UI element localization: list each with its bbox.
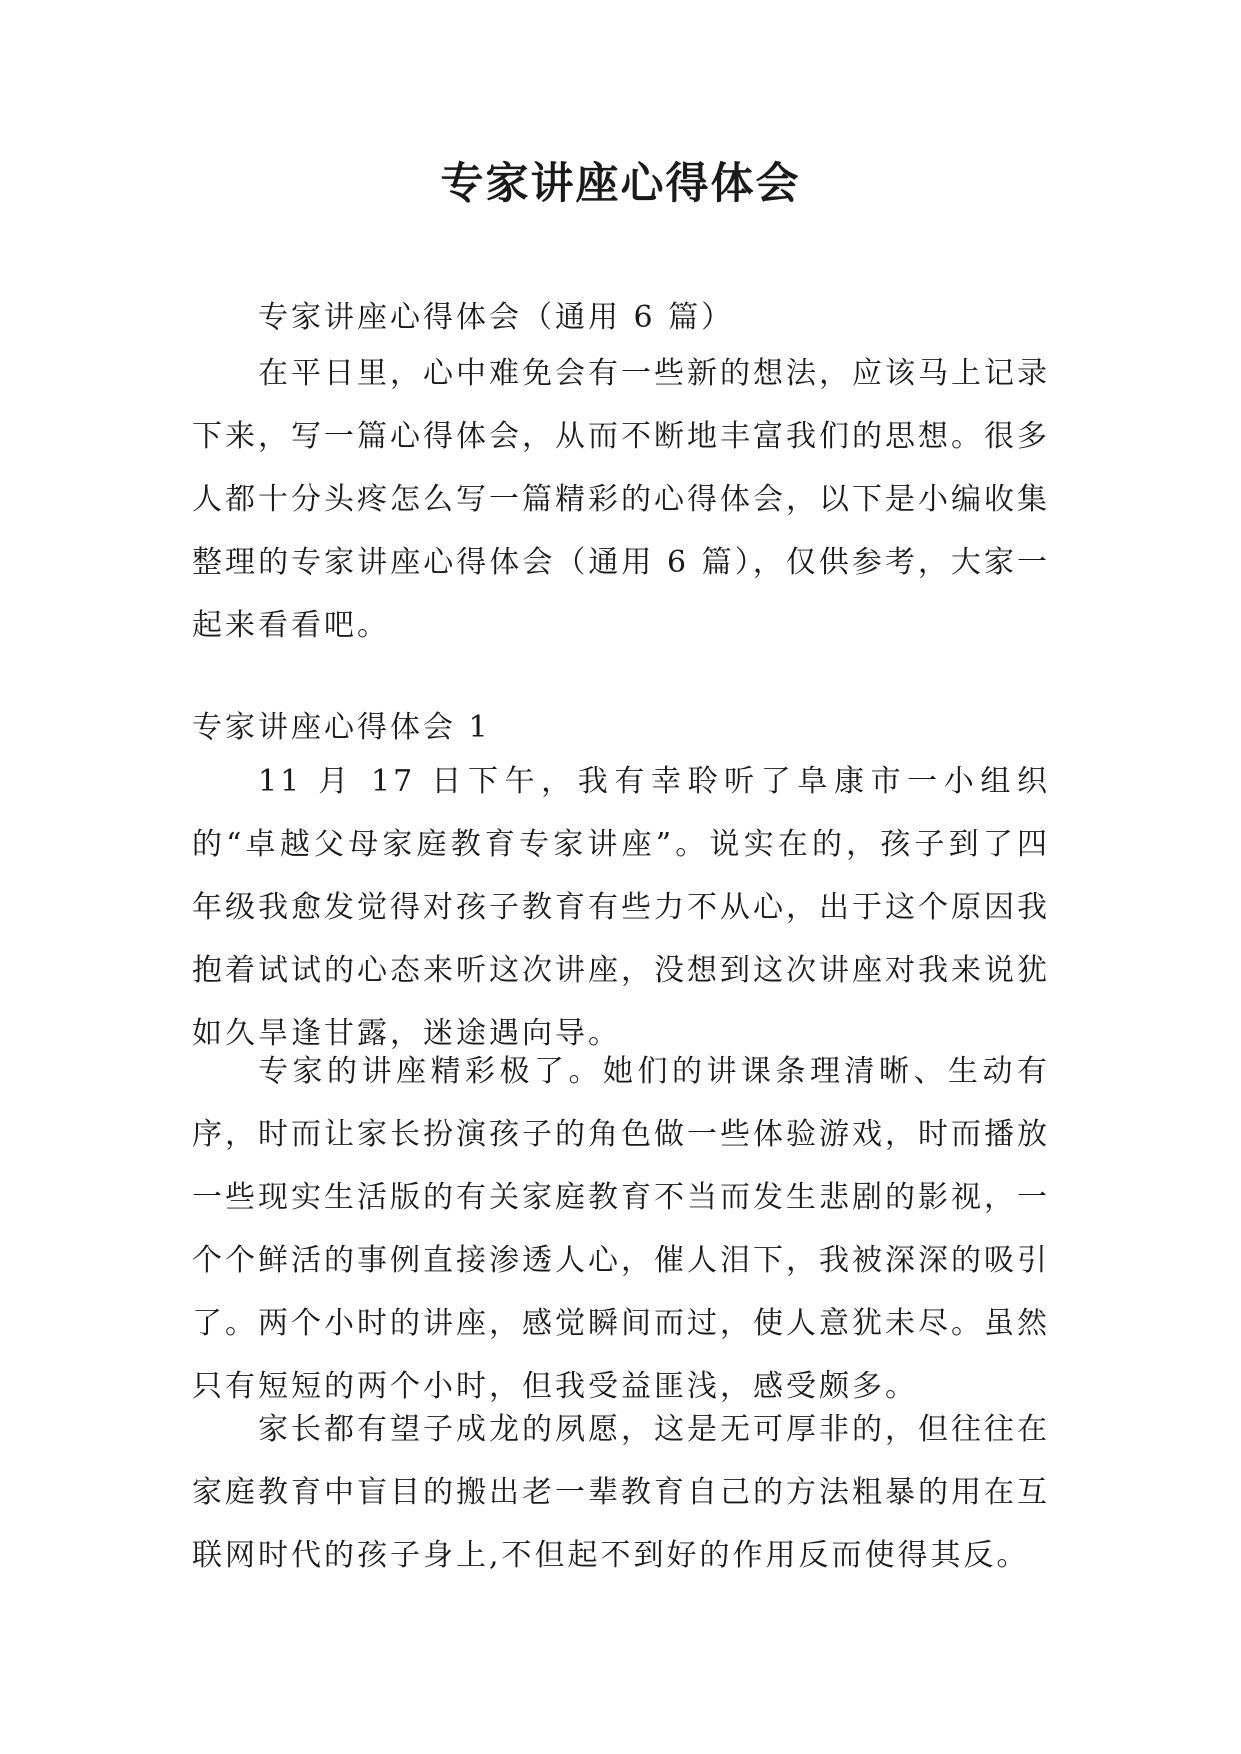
section-heading: 专家讲座心得体会 1 bbox=[192, 710, 491, 745]
body-paragraph: 11 月 17 日下午，我有幸聆听了阜康市一小组织的“卓越父母家庭教育专家讲座”。说实在的，孩子到了四年级我愈发觉得对孩子教育有些力不从心，出于这个原因我抱着试试的心态来听这次讲座，没想到这次讲座对我来说犹如久旱逢甘露，迷途遇向导。 bbox=[192, 764, 1050, 1051]
intro-paragraph: 在平日里，心中难免会有一些新的想法，应该马上记录下来，写一篇心得体会，从而不断地丰富我们的思想。很多人都十分头疼怎么写一篇精彩的心得体会，以下是小编收集整理的专家讲座心得体会（通用 6 篇），仅供参考，大家一起来看看吧。 bbox=[192, 356, 1050, 643]
body-paragraph: 家长都有望子成龙的夙愿，这是无可厚非的，但往往在家庭教育中盲目的搬出老一辈教育自己的方法粗暴的用在互联网时代的孩子身上,不但起不到好的作用反而使得其反。 bbox=[192, 1412, 1050, 1573]
body-paragraph: 专家的讲座精彩极了。她们的讲课条理清晰、生动有序，时而让家长扮演孩子的角色做一些体验游戏，时而播放一些现实生活版的有关家庭教育不当而发生悲剧的影视，一个个鲜活的事例直接渗透人心，催人泪下，我被深深的吸引了。两个小时的讲座，感觉瞬间而过，使人意犹未尽。虽然只有短短的两个小时，但我受益匪浅，感受颇多。 bbox=[192, 1054, 1050, 1404]
document-subtitle: 专家讲座心得体会（通用 6 篇） bbox=[258, 300, 735, 335]
document-title: 专家讲座心得体会 bbox=[440, 159, 801, 209]
